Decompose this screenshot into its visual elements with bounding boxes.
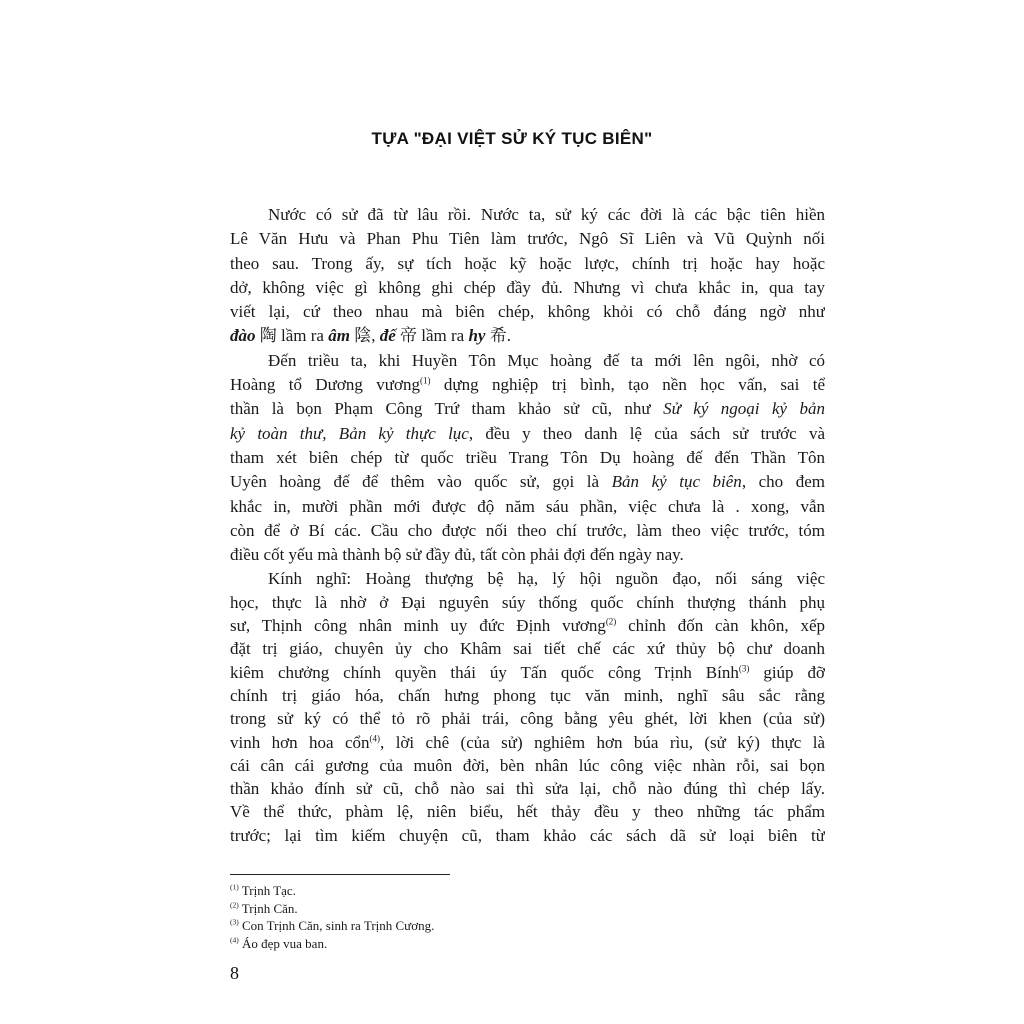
inline-text: lầm ra bbox=[281, 326, 324, 346]
text-line bbox=[230, 614, 825, 637]
inline-text: vinh hơn hoa cổn bbox=[230, 732, 370, 752]
body-text bbox=[230, 203, 825, 847]
book-title: Sử ký ngoại kỷ bản bbox=[663, 399, 825, 419]
text-line: Kính nghĩ: Hoàng thượng bệ hạ, lý hội nguồn đạo, nối sáng việc bbox=[268, 569, 825, 589]
han-character: 希 bbox=[489, 326, 507, 346]
footnote-ref: (4) bbox=[369, 732, 381, 743]
text-line: còn để ở Bí các. Cầu cho được nối theo chí trước, làm theo việc trước, tóm bbox=[230, 520, 825, 540]
inline-text: kiêm chưởng chính quyền thái úy Tấn quốc công Trịnh Bính bbox=[230, 662, 739, 682]
text-line: tham xét biên chép từ quốc triều Trang Tôn Dụ hoàng đế đến Thần Tôn bbox=[230, 447, 825, 467]
footnote-mark: (4) bbox=[230, 935, 239, 945]
text-line: viết lại, cứ theo nhau mà biên chép, không khỏi có chỗ đáng ngờ như bbox=[230, 302, 825, 322]
text-line: trước; lại tìm kiếm chuyện cũ, tham khảo các sách dã sử loại biên từ bbox=[230, 825, 825, 845]
text-line bbox=[230, 470, 825, 494]
text-line: Về thể thức, phàm lệ, niên biểu, hết thảy đều y theo những tác phẩm bbox=[230, 802, 825, 822]
text-line bbox=[230, 422, 825, 446]
text-line: cái cân cái gương của muôn đời, bèn nhân lúc công việc nhàn rỗi, sai bọn bbox=[230, 755, 825, 775]
book-title: kỷ toàn thư, Bản kỷ thực lục bbox=[230, 423, 469, 443]
han-character: 帝 bbox=[399, 326, 417, 346]
inline-text: giúp đỡ bbox=[749, 662, 825, 682]
footnote-item bbox=[230, 935, 630, 953]
inline-text: dựng nghiệp trị bình, tạo nền học vấn, sai tể bbox=[430, 375, 825, 395]
text-line: thần khảo đính sử cũ, chỗ nào sai thì sửa lại, chỗ nào đúng thì chép lấy. bbox=[230, 779, 825, 799]
footnote-mark: (2) bbox=[230, 900, 239, 910]
footnote-text: Con Trịnh Căn, sinh ra Trịnh Cương. bbox=[238, 918, 435, 933]
inline-text: lầm ra bbox=[421, 326, 465, 346]
footnote-text: Trịnh Căn. bbox=[238, 900, 298, 916]
footnote-mark: (1) bbox=[230, 882, 239, 892]
text-line: học, thực là nhờ ở Đại nguyên súy thống quốc chính thượng thánh phụ bbox=[230, 592, 825, 612]
term-de: đế bbox=[379, 326, 396, 346]
page-title: TỰA "ĐẠI VIỆT SỬ KÝ TỤC BIÊN" bbox=[371, 129, 653, 148]
inline-text: chỉnh đốn càn khôn, xếp bbox=[616, 616, 825, 636]
page-number: 8 bbox=[230, 963, 239, 983]
text-line: đào 陶 lầm ra âm 陰, đế 帝 lầm ra hy 希. bbox=[230, 326, 511, 346]
term-dao: đào bbox=[230, 326, 256, 346]
text-line: Lê Văn Hưu và Phan Phu Tiên làm trước, Ngô Sĩ Liên và Vũ Quỳnh nối bbox=[230, 229, 825, 249]
inline-text: Hoàng tổ Dương vương bbox=[230, 375, 420, 395]
text-line: Đến triều ta, khi Huyền Tôn Mục hoàng đế ta mới lên ngôi, nhờ có bbox=[268, 350, 825, 370]
text-line: khắc in, mười phần mới được độ năm sáu phần, việc chưa là . xong, vẫn bbox=[230, 496, 825, 516]
text-line bbox=[230, 373, 825, 397]
inline-text: , lời chê (của sử) nghiêm hơn búa rìu, (sử ký) thực là bbox=[380, 732, 825, 752]
text-line: điều cốt yếu mà thành bộ sử đầy đủ, tất còn phải đợi đến ngày nay. bbox=[230, 545, 684, 565]
inline-text: thần là bọn Phạm Công Trứ tham khảo sử cũ, như bbox=[230, 399, 664, 419]
footnotes bbox=[230, 882, 630, 952]
text-line: Nước có sử đã từ lâu rồi. Nước ta, sử ký các đời là các bậc tiên hiền bbox=[268, 205, 825, 224]
inline-text: . bbox=[506, 326, 511, 346]
footnote-item bbox=[230, 917, 630, 935]
text-line bbox=[230, 661, 825, 684]
book-title: Bản kỷ tục biên bbox=[611, 472, 742, 492]
footnote-text: Trịnh Tạc. bbox=[238, 883, 296, 898]
han-character: 陶 bbox=[259, 326, 277, 346]
inline-text: , đều y theo danh lệ của sách sử trước và bbox=[468, 423, 825, 443]
inline-text: , cho đem bbox=[741, 472, 825, 492]
footnote-item bbox=[230, 900, 630, 918]
text-line bbox=[230, 731, 825, 754]
footnote-item bbox=[230, 882, 630, 900]
footnote-ref: (2) bbox=[605, 616, 617, 627]
text-line: chính trị giáo hóa, chấn hưng phong tục văn minh, nghĩ sâu sắc rằng bbox=[230, 685, 825, 705]
text-line: trong sử ký có thể tỏ rõ phải trái, công bằng yêu ghét, lời khen (của sử) bbox=[230, 709, 825, 729]
term-am: âm bbox=[328, 326, 350, 346]
footnote-text: Áo đẹp vua ban. bbox=[238, 935, 328, 951]
text-line: dở, không việc gì không ghi chép đầy đủ. Nhưng vì chưa khắc in, qua tay bbox=[230, 277, 825, 297]
footnote-divider bbox=[230, 874, 450, 875]
term-hy: hy bbox=[468, 326, 486, 346]
inline-text: Uyên hoàng đế để thêm vào quốc sử, gọi là bbox=[230, 472, 612, 492]
han-character: 陰 bbox=[354, 326, 372, 346]
text-line bbox=[230, 397, 825, 421]
footnote-mark: (3) bbox=[230, 917, 239, 927]
footnote-ref: (1) bbox=[419, 375, 431, 386]
footnote-ref: (3) bbox=[738, 662, 750, 673]
text-line: theo sau. Trong ấy, sự tích hoặc kỹ hoặc lược, chính trị hoặc hay hoặc bbox=[230, 253, 825, 273]
text-line: đặt trị giáo, chuyên ủy cho Khâm sai tiết chế các xứ thủy bộ chư doanh bbox=[230, 639, 825, 659]
inline-text: sư, Thịnh công nhân minh uy đức Định vương bbox=[230, 616, 606, 636]
